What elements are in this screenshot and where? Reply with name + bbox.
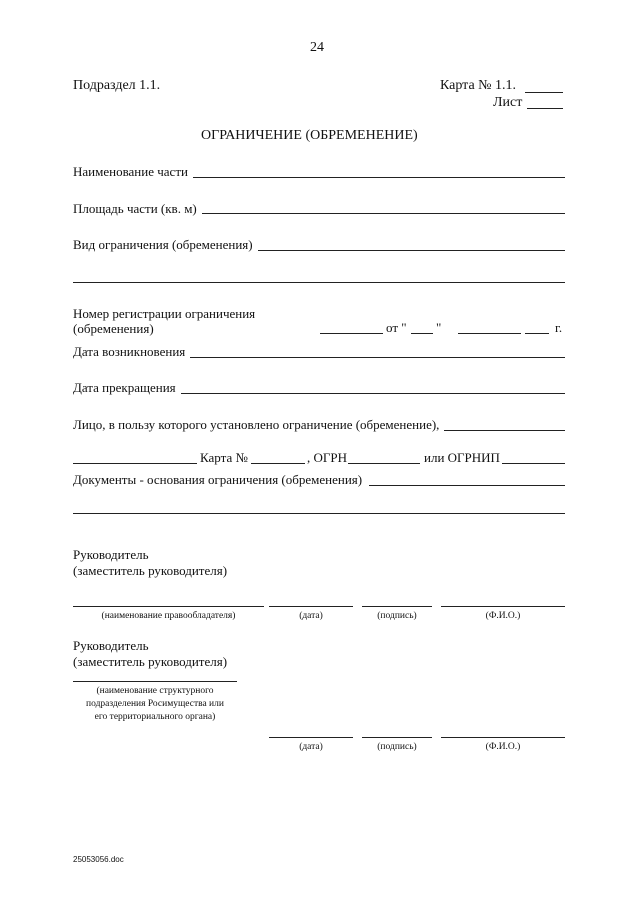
part-area-label: Площадь части (кв. м) <box>73 201 197 216</box>
signer2-role-2: (заместитель руководителя) <box>73 654 228 669</box>
holder-name-field <box>73 606 264 607</box>
card-number-field <box>525 92 563 93</box>
beneficiary-field <box>444 430 565 431</box>
reg-month-field <box>458 333 521 334</box>
ogrnip-label: или ОГРНИП <box>424 450 500 465</box>
caption-sign-1: (подпись) <box>377 611 417 621</box>
part-name-field <box>193 177 565 178</box>
reg-number-label-2: (обременения) <box>73 321 154 336</box>
ogrnip-field <box>502 463 565 464</box>
ogrn-label: , ОГРН <box>307 450 348 465</box>
beneficiary-name-field <box>73 463 197 464</box>
start-date-field <box>190 357 565 358</box>
signer2-role-1: Руководитель <box>73 638 149 653</box>
reg-year-field <box>525 333 549 334</box>
caption-unit-2: подразделения Росимущества или <box>86 699 224 709</box>
caption-holder: (наименование правообладателя) <box>101 611 236 621</box>
restriction-type-field <box>258 250 565 251</box>
start-date-label: Дата возникновения <box>73 344 186 359</box>
reg-day-field <box>411 333 433 334</box>
signature-field-2 <box>362 737 432 738</box>
end-date-label: Дата прекращения <box>73 380 176 395</box>
caption-fio-1: (Ф.И.О.) <box>485 611 521 621</box>
caption-sign-2: (подпись) <box>377 742 417 752</box>
date-field-2 <box>269 737 353 738</box>
documents-field-2 <box>73 513 565 514</box>
card-no-label: Карта № <box>200 450 248 465</box>
fio-field-1 <box>441 606 565 607</box>
end-date-field <box>181 393 565 394</box>
form-title: ОГРАНИЧЕНИЕ (ОБРЕМЕНЕНИЕ) <box>201 128 418 143</box>
fio-field-2 <box>441 737 565 738</box>
subsection-label: Подраздел 1.1. <box>73 78 161 93</box>
reg-quote: " <box>436 320 442 335</box>
beneficiary-label: Лицо, в пользу которого установлено ограничение (обременение), <box>73 417 440 432</box>
signer1-role-2: (заместитель руководителя) <box>73 563 228 578</box>
restriction-type-field-2 <box>73 282 565 283</box>
reg-number-label-1: Номер регистрации ограничения <box>73 306 256 321</box>
part-name-label: Наименование части <box>73 164 188 179</box>
page-number: 24 <box>310 40 324 55</box>
documents-label: Документы - основания ограничения (обременения) <box>73 472 363 487</box>
signature-field-1 <box>362 606 432 607</box>
caption-unit-1: (наименование структурного <box>96 686 214 696</box>
unit-name-field <box>73 681 237 682</box>
footer-filename: 25053056.doc <box>73 855 124 864</box>
card-number-label: Карта № 1.1. <box>440 78 517 93</box>
restriction-type-label: Вид ограничения (обременения) <box>73 237 253 252</box>
caption-fio-2: (Ф.И.О.) <box>485 742 521 752</box>
reg-from-label: от " <box>386 320 407 335</box>
sheet-field <box>527 108 563 109</box>
reg-number-field <box>320 333 383 334</box>
card-no-field <box>251 463 305 464</box>
reg-year-label: г. <box>555 320 563 335</box>
documents-field <box>369 485 565 486</box>
sheet-label: Лист <box>493 95 523 110</box>
caption-date-1: (дата) <box>299 611 323 621</box>
signer1-role-1: Руководитель <box>73 547 149 562</box>
part-area-field <box>202 213 565 214</box>
ogrn-field <box>348 463 420 464</box>
caption-unit-3: его территориального органа) <box>94 712 216 722</box>
caption-date-2: (дата) <box>299 742 323 752</box>
date-field-1 <box>269 606 353 607</box>
